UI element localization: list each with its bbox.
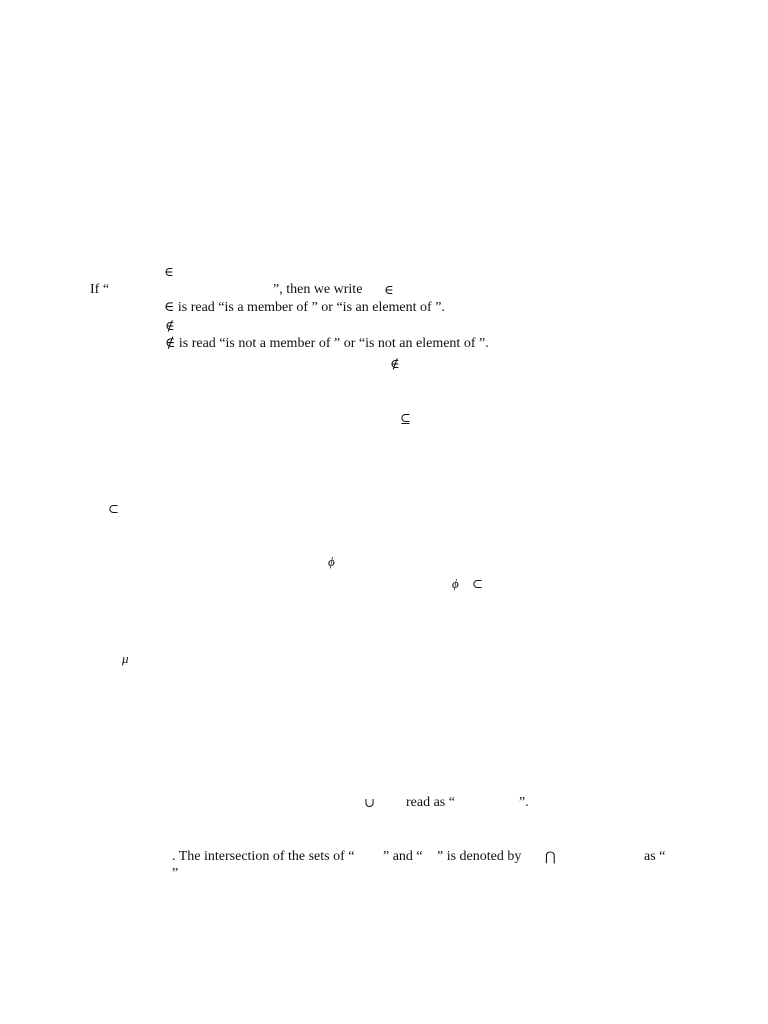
proper-subset-symbol: ⊂ (472, 576, 483, 591)
text-fragment: ” is denoted by (437, 849, 522, 864)
text-fragment: ” (172, 866, 179, 881)
proper-subset-symbol: ⊂ (108, 501, 119, 516)
text-fragment: ”, then we write (273, 282, 363, 297)
text-fragment: ” and “ (383, 849, 423, 864)
text-line: ∈ is read “is a member of ” or “is an element of ”. (164, 300, 445, 315)
empty-set-symbol: ϕ (452, 576, 459, 591)
text-fragment: ”. (519, 795, 529, 810)
subset-equal-symbol: ⊆ (400, 411, 411, 426)
text-fragment: . The intersection of the sets of “ (172, 849, 355, 864)
not-element-of-symbol: ∉ (390, 356, 400, 371)
empty-set-symbol: ϕ (328, 554, 335, 569)
text-fragment: read as “ (406, 795, 455, 810)
text-fragment: If “ (90, 282, 110, 297)
text-line: ∉ is read “is not a member of ” or “is not an element of ”. (165, 336, 489, 351)
intersection-symbol: ⋂ (545, 849, 556, 864)
not-element-of-symbol: ∉ (165, 318, 175, 333)
element-of-symbol: ∈ (164, 264, 174, 279)
element-of-symbol: ∈ (384, 282, 394, 297)
text-fragment: as “ (644, 849, 666, 864)
universal-set-symbol: μ (122, 651, 129, 666)
union-symbol: ∪ (364, 795, 375, 810)
